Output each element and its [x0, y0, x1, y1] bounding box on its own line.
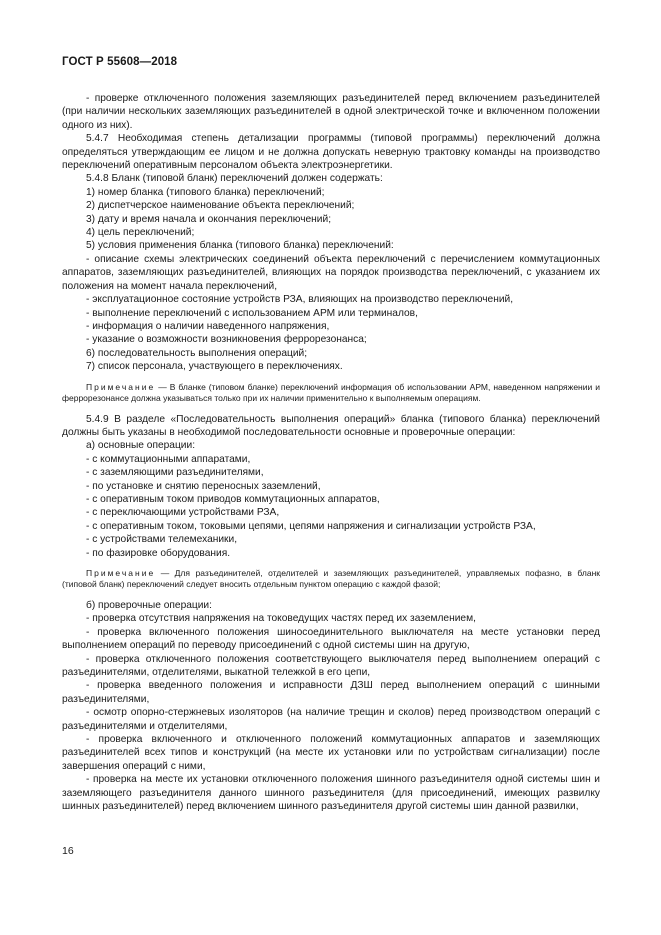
list-item: 7) список персонала, участвующего в переключениях. [86, 361, 343, 373]
list-item: - с переключающими устройствами РЗА, [86, 507, 280, 519]
page-content [62, 92, 600, 814]
list-item: - указание о возможности возникновения феррорезонанса; [86, 334, 367, 346]
list-item: - с устройствами телемеханики, [86, 534, 238, 546]
list-item: - с оперативным током приводов коммутационных аппаратов, [86, 493, 380, 505]
note-block [62, 568, 600, 590]
list-item: б) проверочные операции: [86, 600, 212, 611]
list-item: 1) номер бланка (типового бланка) переключений; [86, 186, 325, 198]
note-label: Примечание [86, 568, 156, 578]
paragraph: - проверке отключенного положения заземляющих разъединителей перед включением разъединителей (при наличии нескольких заземляющих разъединителей в одной электрической точке и включенном положении одного из них). [62, 93, 600, 131]
page-number: 16 [62, 845, 74, 857]
paragraph: - проверка включенного положения шиносоединительного выключателя на месте установки перед выполнением операций по переводу присоединений с одной системы шин на другую, [62, 626, 600, 652]
list-item: - с заземляющими разъединителями, [86, 467, 264, 479]
note-block [62, 382, 600, 404]
paragraph-5-4-7: 5.4.7 Необходимая степень детализации программы (типовой программы) переключений должна определяться утверждающим ее лицом и не должна допускать неверную трактовку команды на производство переключений оперативным персоналом объекта электроэнергетики. [62, 133, 600, 172]
list-item: - по установке и снятию переносных заземлений, [86, 480, 321, 492]
list-item: 6) последовательность выполнения операций; [86, 347, 308, 359]
list-item: - эксплуатационное состояние устройств РЗА, влияющих на производство переключений, [86, 294, 514, 306]
paragraph-5-4-9: 5.4.9 В разделе «Последовательность выполнения операций» бланка (типового бланка) переключений должны быть указаны в необходимой последовательности основные и проверочные операции: [62, 413, 600, 438]
list-item: - выполнение переключений с использованием АРМ или терминалов, [86, 307, 418, 319]
list-item: 3) дату и время начала и окончания переключений; [86, 213, 332, 225]
paragraph: - проверка введенного положения и исправности ДЗШ перед выполнением операций с шинными разъединителями, [62, 680, 600, 705]
paragraph: - описание схемы электрических соединений объекта переключений с перечислением коммутационных аппаратов, заземляющих разъединителей, влияющих на порядок производства переключений, с указанием их положения на момент начала переключений, [62, 253, 600, 292]
list-item: 2) диспетчерское наименование объекта переключений; [86, 200, 355, 212]
document-header: ГОСТ Р 55608—2018 [62, 56, 178, 68]
paragraph-5-4-8: 5.4.8 Бланк (типовой бланк) переключений должен содержать: [86, 173, 383, 185]
paragraph: - проверка включенного и отключенного положений коммутационных аппаратов и заземляющих разъединителей всех типов и конструкций (на месте их установки или по устройствам сигнализации) после завершения операций с ними, [62, 734, 600, 772]
note-text: — Для разъединителей, отделителей и заземляющих разъединителей, управляемых пофазно, в бланк (типовой бланк) переключений следует вносить отдельным пунктом операцию с каждой фазой; [62, 568, 600, 589]
list-item: 5) условия применения бланка (типового бланка) переключений: [86, 240, 394, 252]
list-item: - по фазировке оборудования. [86, 547, 231, 559]
list-item: 4) цель переключений; [86, 227, 195, 239]
note-label: Примечание [86, 381, 156, 392]
list-item: а) основные операции: [86, 440, 196, 452]
paragraph: - проверка на месте их установки отключенного положения шинного разъединителя одной системы шин и заземляющего разъединителя данного шинного разъединителя (для присоединений, имеющих развилку шинных разъединителей) перед включением шинного разъединителя другой системы шин данной развилки, [62, 774, 600, 813]
note-text: — В бланке (типовом бланке) переключений информация об использовании АРМ, наведенном напряжении и феррорезонансе должна указываться только при их наличии применительно к выполняемым операциям. [62, 381, 600, 403]
list-item: - с коммутационными аппаратами, [86, 453, 251, 465]
list-item: - с оперативным током, токовыми цепями, цепями напряжения и сигнализации устройств РЗА, [86, 520, 536, 532]
paragraph: - осмотр опорно-стержневых изоляторов (на наличие трещин и сколов) перед производством операций с разъединителями и отделителями, [62, 707, 600, 732]
list-item: - проверка отсутствия напряжения на токоведущих частях перед их заземлением, [86, 613, 476, 625]
paragraph: - проверка отключенного положения соответствующего выключателя перед выполнением операций с разъединителями, отделителями, выкатной тележкой в его цепи, [62, 653, 600, 679]
list-item: - информация о наличии наведенного напряжения, [86, 320, 330, 332]
